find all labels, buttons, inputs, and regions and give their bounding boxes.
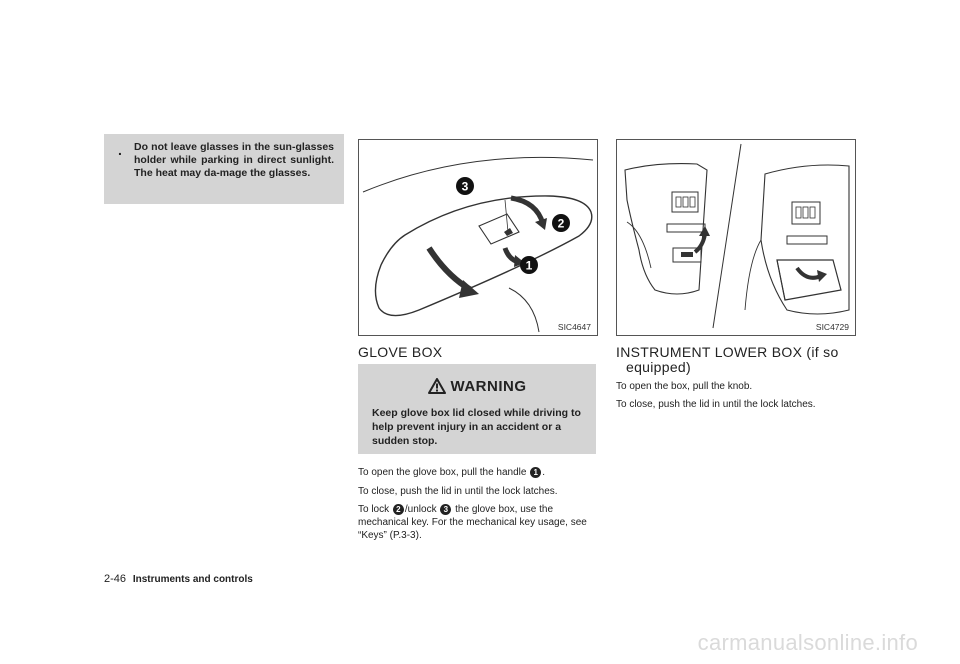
glove-box-open-text [358, 466, 598, 479]
lower-box-open-text: To open the box, pull the knob. [616, 381, 753, 392]
section-title-lower-box-cont: equipped) [626, 359, 691, 375]
open-instruction: To open the glove box, pull the handle [358, 467, 527, 478]
open-instruction-end: . [542, 467, 546, 478]
callout-1: 1 [525, 258, 533, 273]
note-bullet: . [118, 142, 122, 158]
lower-box-figure [616, 139, 856, 336]
section-title-glove-box: GLOVE BOX [358, 344, 443, 360]
glove-box-figure [358, 139, 598, 336]
lower-box-close-text: To close, push the lid in until the lock latches. [616, 399, 816, 410]
marker-3: 3 [440, 504, 451, 515]
marker-1: 1 [530, 467, 541, 478]
glove-box-close-text: To close, push the lid in until the lock latches. [358, 486, 558, 497]
caution-note-box [104, 134, 344, 204]
warning-heading [358, 378, 596, 395]
lock-instruction-b: /unlock [404, 504, 437, 515]
callout-3: 3 [461, 179, 469, 194]
page-footer [104, 573, 253, 585]
note-text: Do not leave glasses in the sun-glasses holder while parking in direct sunlight. The heat may da-mage the glasses. [134, 141, 334, 179]
marker-2: 2 [393, 504, 404, 515]
page-number: 2-46 [104, 573, 127, 585]
warning-triangle-icon [428, 378, 446, 394]
lock-instruction-c: the glove box, use the mechanical key. For the mechanical key usage, see “Keys” (P.3-3). [358, 504, 587, 541]
callout-2: 2 [557, 216, 565, 231]
section-title-lower-box: INSTRUMENT LOWER BOX (if so [616, 344, 839, 360]
lock-instruction-a: To lock [358, 504, 390, 515]
warning-text: Keep glove box lid closed while driving to help prevent injury in an accident or a sudden stop. [372, 407, 581, 447]
glove-box-illustration [359, 140, 597, 335]
warning-box [358, 364, 596, 454]
lower-box-illustration [617, 140, 855, 335]
glove-box-lock-text [358, 503, 598, 542]
figure-label: SIC4729 [815, 322, 849, 332]
figure-label: SIC4647 [557, 322, 591, 332]
watermark: carmanualsonline.info [697, 630, 918, 655]
chapter-title: Instruments and controls [132, 574, 253, 585]
warning-heading-text: WARNING [450, 378, 527, 395]
